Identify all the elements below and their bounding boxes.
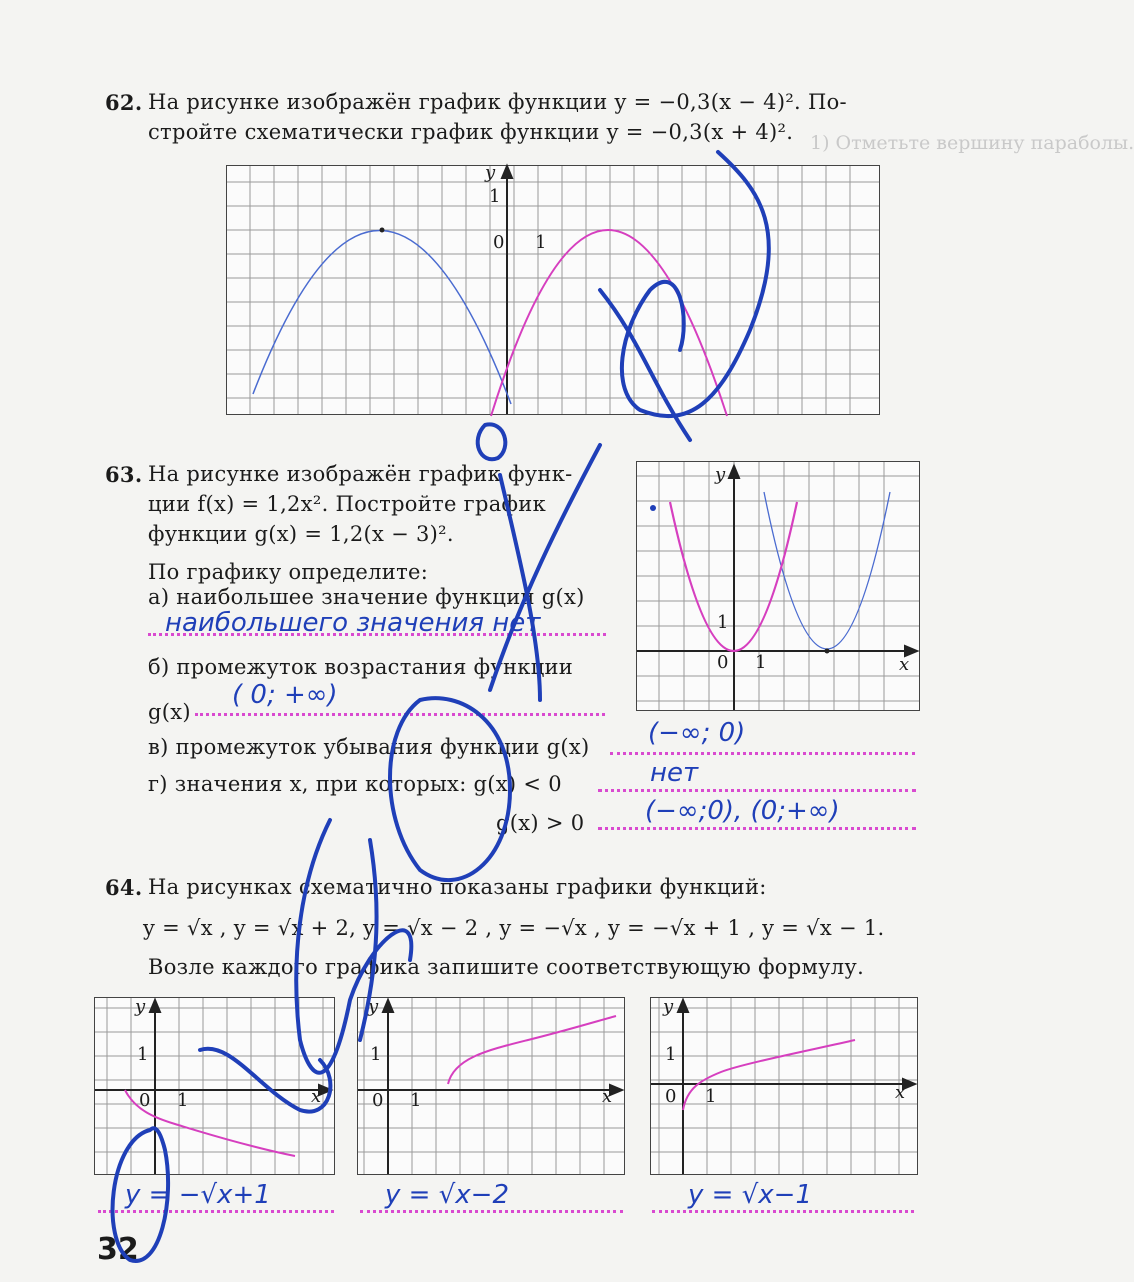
graph-63-plot xyxy=(637,462,919,710)
page-number: 32 xyxy=(97,1232,139,1267)
vertex-point xyxy=(380,228,385,233)
problem-62-number: 62. xyxy=(105,90,143,115)
y-axis-arrow xyxy=(729,466,739,478)
graph-62 xyxy=(226,162,880,415)
graph-64-2-plot xyxy=(358,998,624,1174)
handwritten-answer-g2: (−∞;0), (0;+∞) xyxy=(645,796,840,826)
graph-64-2-x-one-label: 1 xyxy=(410,1090,422,1111)
graph-64-2-y-label: y xyxy=(368,996,379,1017)
problem-63-item-g: г) значения x, при которых: g(x) < 0 xyxy=(148,772,562,796)
problem-62-line2: стройте схематически график функции y = −0,3(x + 4)². xyxy=(148,120,794,144)
graph-64-3-plot xyxy=(651,998,917,1174)
answer-line-g2 xyxy=(598,827,916,830)
problem-64-line1: На рисунках схематично показаны графики функций: xyxy=(148,875,767,899)
graph-64-1-x-one-label: 1 xyxy=(177,1090,189,1111)
printed-parabola xyxy=(253,230,511,404)
problem-63-number: 63. xyxy=(105,462,143,487)
problem-63-line2: ции f(x) = 1,2x². Постройте график xyxy=(148,492,546,516)
handwritten-formula-2: y = √x−2 xyxy=(385,1180,509,1210)
graph-62-plot xyxy=(227,166,879,414)
graph-63-y-label: y xyxy=(715,464,726,485)
ink-dot xyxy=(650,505,656,511)
handwritten-answer-a: наибольшего значения нет xyxy=(165,608,541,638)
graph-64-1-y-label: y xyxy=(135,996,146,1017)
graph-64-3-x-one-label: 1 xyxy=(705,1086,717,1107)
problem-63-item-v: в) промежуток убывания функции g(x) xyxy=(148,735,590,759)
graph-64-2-one-label: 1 xyxy=(370,1044,382,1065)
graph-62-y-label: y xyxy=(485,162,496,183)
handwritten-formula-3: y = √x−1 xyxy=(688,1180,812,1210)
problem-63-line3: функции g(x) = 1,2(x − 3)². xyxy=(148,522,454,546)
handwritten-answer-g1: нет xyxy=(650,758,699,788)
graph-64-3-zero-label: 0 xyxy=(665,1086,677,1107)
graph-64-1-plot xyxy=(95,998,334,1174)
graph-62-zero-label: 0 xyxy=(493,232,505,253)
graph-62-one-label: 1 xyxy=(489,186,501,207)
graph-63-x-one-label: 1 xyxy=(755,652,767,673)
answer-line-b xyxy=(195,713,605,716)
graph-64-1-x-label: x xyxy=(311,1086,322,1107)
graph-63-zero-label: 0 xyxy=(717,652,729,673)
graph-64-2-x-label: x xyxy=(602,1086,613,1107)
bleed-through-text: 1) Отметьте вершину параболы. xyxy=(810,132,1134,154)
graph-64-2-zero-label: 0 xyxy=(372,1090,384,1111)
problem-63-item-b1: б) промежуток возрастания функции xyxy=(148,655,574,679)
graph-64-3-x-label: x xyxy=(895,1082,906,1103)
problem-63-item-a: а) наибольшее значение функции g(x) xyxy=(148,585,585,609)
y-axis-arrow xyxy=(502,166,512,178)
handwritten-answer-v: (−∞; 0) xyxy=(648,718,746,748)
problem-63-prompt: По графику определите: xyxy=(148,560,429,584)
graph-62-x-one-label: 1 xyxy=(535,232,547,253)
formula-line-3 xyxy=(652,1210,914,1213)
y-axis-arrow xyxy=(383,1000,393,1012)
printed-shifted-parabola xyxy=(764,492,890,649)
graph-64-1-one-label: 1 xyxy=(137,1044,149,1065)
problem-63-line1: На рисунке изображён график функ- xyxy=(148,462,573,486)
handwritten-formula-1: y = −√x+1 xyxy=(125,1180,271,1210)
answer-line-v xyxy=(610,752,915,755)
graph-64-1 xyxy=(94,997,335,1175)
y-axis-arrow xyxy=(150,1000,160,1012)
problem-64-line2: y = √x , y = √x + 2, y = √x − 2 , y = −√x , y = −√x + 1 , y = √x − 1. xyxy=(143,916,885,940)
graph-64-1-zero-label: 0 xyxy=(139,1090,151,1111)
problem-63-item-g2: g(x) > 0 xyxy=(496,811,585,835)
problem-62-line1: На рисунке изображён график функции y = −0,3(x − 4)². По- xyxy=(148,90,847,114)
graph-63-one-label: 1 xyxy=(717,612,729,633)
handwritten-answer-b: ( 0; +∞) xyxy=(232,680,338,710)
problem-64-line3: Возле каждого графика запишите соответствующую формулу. xyxy=(148,955,865,979)
formula-line-1 xyxy=(98,1210,334,1213)
ink-stroke-circle-small xyxy=(478,424,506,459)
y-axis-arrow xyxy=(678,1000,688,1012)
graph-63-x-label: x xyxy=(899,654,910,675)
graph-63 xyxy=(636,461,920,711)
sqrt-curve-1 xyxy=(125,1090,295,1156)
graph-64-2 xyxy=(357,997,625,1175)
drawn-parabola xyxy=(491,230,727,416)
graph-64-3-y-label: y xyxy=(663,996,674,1017)
problem-63-item-b2: g(x) xyxy=(148,700,191,724)
problem-64-number: 64. xyxy=(105,875,143,900)
graph-64-3-one-label: 1 xyxy=(665,1044,677,1065)
formula-line-2 xyxy=(360,1210,623,1213)
graph-64-3 xyxy=(650,997,918,1175)
vertex-point xyxy=(825,649,830,654)
answer-line-g1 xyxy=(598,789,916,792)
